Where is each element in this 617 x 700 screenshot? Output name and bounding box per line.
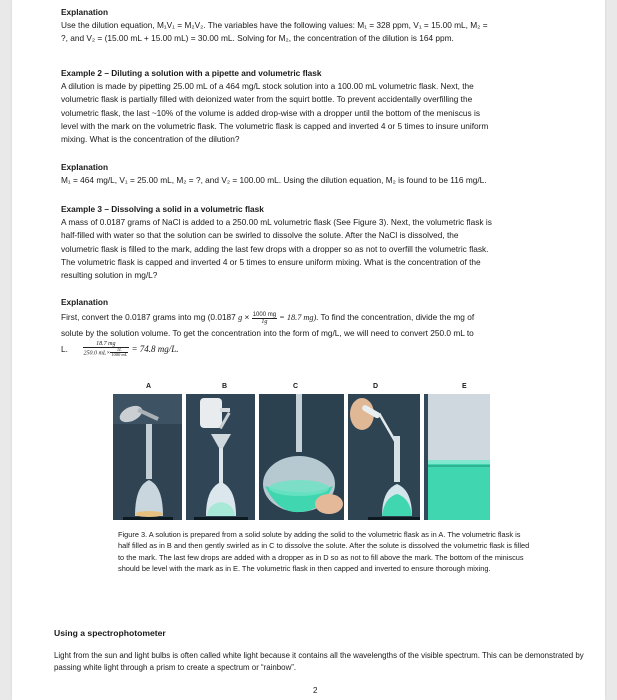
explanation-2-line-1: M₁ = 464 mg/L, V₁ = 25.00 mL, M₂ = ?, and V₂ = 100.00 mL. Using the dilution equation, M₂ is found to be 116 mg/L. xyxy=(61,175,487,186)
volume-text: 250.0 mL× xyxy=(83,350,111,357)
example-3-line: volumetric flask is filled to the mark, adding the last few drops with a dropper so as not to overfill the volumetric flask. xyxy=(61,243,489,254)
example-3 xyxy=(61,203,581,282)
explanation-3-heading: Explanation xyxy=(61,297,109,307)
fraction-denominator: 1g xyxy=(261,318,268,325)
explanation-3 xyxy=(61,296,581,358)
equation-result-2: = 74.8 mg/L. xyxy=(131,343,179,354)
fraction-numerator: 1000 mg xyxy=(252,311,277,318)
example-3-line: A mass of 0.0187 grams of NaCl is added to a 250.00 mL volumetric flask (See Figure 3). Next, the volumetric flask is xyxy=(61,217,492,228)
explanation-3-line-2: solute by the solution volume. To get the concentration into the form of mg/L, we will need to convert 250.0 mL to xyxy=(61,327,474,338)
example-2-line: volumetric flask is partially filled with deionized water from the squirt bottle. To prevent accidentally overfilling the xyxy=(61,94,473,105)
explanation-1-heading: Explanation xyxy=(61,7,109,17)
document-page xyxy=(12,0,605,700)
example-3-line: The volumetric flask is capped and inverted 4 or 5 times to ensure uniform mixing. What is the concentration of the xyxy=(61,256,481,267)
l-label: L. xyxy=(61,343,68,354)
figure-3-photos xyxy=(113,394,490,520)
explanation-3-line-3 xyxy=(61,341,581,358)
photo-panel-b xyxy=(186,394,255,520)
fraction-denominator xyxy=(83,348,130,358)
photo-panel-d xyxy=(348,394,420,520)
example-2-line: mixing. What is the concentration of the dilution? xyxy=(61,134,240,145)
example-2-line: level with the mark on the volumetric flask. The volumetric flask is capped and inverted 4 or 5 times to insure uniform xyxy=(61,120,489,131)
example-2-line: volumetric flask, the last ~10% of the volume is added drop-wise with a dropper until the bottom of the meniscus is xyxy=(61,107,480,118)
page-number: 2 xyxy=(313,686,318,695)
fraction-numerator: 1L xyxy=(110,348,128,354)
example-3-line: half-filled with water so that the solution can be swirled to dissolve the solute. After the NaCl is dissolved, the xyxy=(61,230,459,241)
panel-label-b: B xyxy=(222,383,228,390)
example-2-heading: Example 2 – Diluting a solution with a pipette and volumetric flask xyxy=(61,68,322,78)
spectrophotometer-heading: Using a spectrophotometer xyxy=(54,628,166,638)
fraction-mg-per-g xyxy=(252,312,277,325)
fraction-numerator: 18.7 mg xyxy=(83,341,130,348)
panel-label-d: D xyxy=(373,383,379,390)
photo-panel-a xyxy=(113,394,182,520)
photo-panel-c xyxy=(259,394,344,520)
explanation-3-text-a: First, convert the 0.0187 grams into mg (0.0187 xyxy=(61,312,239,323)
explanation-1-line-1: Use the dilution equation, M₁V₁ = M₂V₂. The variables have the following values: M₁ = 328 ppm, V₁ = 15.00 mL, M₂ = xyxy=(61,20,488,31)
explanation-1-line-2: ?, and V₂ = (15.00 mL + 15.00 mL) = 30.00 mL. Solving for M₂, the concentration of the dilution is 164 ppm. xyxy=(61,33,454,44)
explanation-3-line-1 xyxy=(61,311,581,324)
unit-g: g xyxy=(238,313,243,323)
photo-panel-e xyxy=(424,394,490,520)
fraction-ml-to-l xyxy=(110,348,128,358)
explanation-1 xyxy=(61,6,581,46)
times-sign: × xyxy=(242,312,252,323)
fraction-concentration xyxy=(83,341,130,358)
fraction-denominator: 1000 mL xyxy=(111,352,128,358)
explanation-2 xyxy=(61,161,581,187)
spectrophotometer-paragraph: Light from the sun and light bulbs is often called white light because it contains all the wavelengths of the visible spectrum. This can be demonstrated by passing white light through a prism to create a spectrum or “rainbow”. xyxy=(54,651,584,673)
example-3-heading: Example 3 – Dissolving a solid in a volumetric flask xyxy=(61,204,264,214)
panel-label-c: C xyxy=(293,383,299,390)
figure-3-caption: Figure 3. A solution is prepared from a solid solute by adding the solid to the volumetric flask as in A. The volumetric flask is half filled as in B and then gently swirled as in C to dissolve the solute. After the solute is dissolved the volumetric flask is filled to the mark. The last few drops are added with a dropper as in D so as not to fill above the mark. The bottom of the miniscus should be level with the mark as in E. The volumetric flask in then capped and inverted to ensure thorough mixing. xyxy=(118,530,530,574)
explanation-2-heading: Explanation xyxy=(61,162,109,172)
equation-result-1: = 18.7 mg). xyxy=(277,313,319,323)
example-3-line: resulting solution in mg/L? xyxy=(61,270,158,281)
example-2 xyxy=(61,67,581,146)
panel-label-a: A xyxy=(146,383,152,390)
explanation-3-text-b: To find the concentration, divide the mg of xyxy=(318,312,475,323)
example-2-line: A dilution is made by pipetting 25.00 mL of a 464 mg/L stock solution into a 100.00 mL volumetric flask. Next, the xyxy=(61,81,474,92)
panel-label-e: E xyxy=(462,383,467,390)
